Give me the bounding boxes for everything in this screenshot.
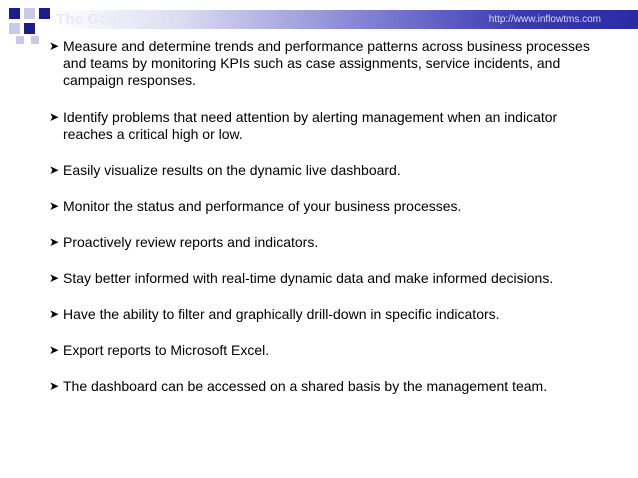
arrow-bullet-icon: ➤: [49, 235, 60, 249]
list-item-text: Measure and determine trends and performance patterns across business processes and teams by monitoring KPIs such as case assignments, service incidents, and campaign responses.: [63, 38, 590, 88]
decor-square: [9, 23, 20, 34]
list-item: [49, 38, 609, 89]
arrow-bullet-icon: ➤: [49, 110, 60, 124]
website-url: http://www.inflowtms.com: [488, 14, 601, 25]
list-item: [49, 378, 609, 395]
list-item-text: Proactively review reports and indicators.: [63, 234, 319, 250]
arrow-bullet-icon: ➤: [49, 343, 60, 357]
list-item-text: Have the ability to filter and graphically drill-down in specific indicators.: [63, 306, 500, 322]
decor-square: [31, 36, 39, 44]
list-item-text: Export reports to Microsoft Excel.: [63, 342, 270, 358]
arrow-bullet-icon: ➤: [49, 39, 60, 53]
list-item-text: Identify problems that need attention by alerting management when an indicator reaches a critical high or low.: [63, 109, 558, 142]
arrow-bullet-icon: ➤: [49, 163, 60, 177]
decor-square: [24, 23, 35, 34]
list-item-text: Stay better informed with real-time dynamic data and make informed decisions.: [63, 270, 554, 286]
list-item-text: The dashboard can be accessed on a shared basis by the management team.: [63, 378, 548, 394]
arrow-bullet-icon: ➤: [49, 271, 60, 285]
arrow-bullet-icon: ➤: [49, 199, 60, 213]
goal-list: [49, 38, 609, 395]
list-item: [49, 109, 609, 143]
list-item: [49, 198, 609, 215]
list-item: [49, 342, 609, 359]
slide-title: The Goals: [56, 11, 131, 28]
list-item: [49, 162, 609, 179]
list-item: [49, 270, 609, 287]
decor-square: [24, 8, 35, 19]
arrow-bullet-icon: ➤: [49, 307, 60, 321]
decor-square: [9, 8, 20, 19]
list-item: [49, 306, 609, 323]
list-item-text: Easily visualize results on the dynamic live dashboard.: [63, 162, 401, 178]
list-item-text: Monitor the status and performance of your business processes.: [63, 198, 462, 214]
arrow-bullet-icon: ➤: [49, 379, 60, 393]
decor-square: [39, 8, 50, 19]
list-item: [49, 234, 609, 251]
decor-square: [16, 36, 24, 44]
